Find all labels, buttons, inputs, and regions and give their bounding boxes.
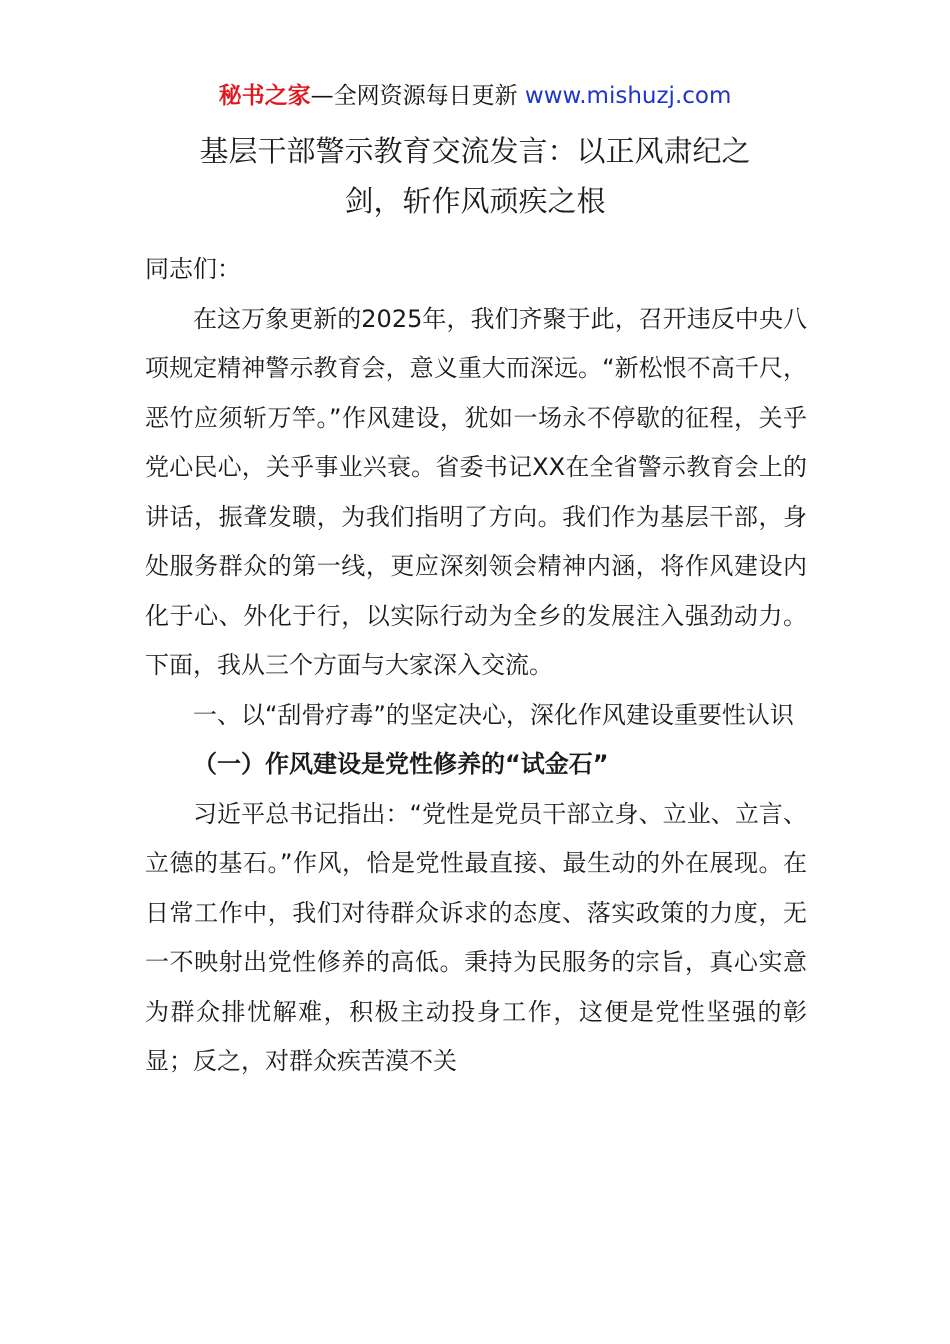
header-tagline: —全网资源每日更新 <box>310 83 525 109</box>
site-header <box>0 80 950 112</box>
title-line-2: 剑，斩作风顽疾之根 <box>344 184 606 218</box>
site-url-link[interactable]: www.mishuzj.com <box>524 83 732 109</box>
subsection-heading: （一）作风建设是党性修养的“试金石” <box>193 750 609 778</box>
salutation: 同志们： <box>145 255 241 283</box>
subsection-paragraph: 习近平总书记指出：“党性是党员干部立身、立业、立言、立德的基石。”作风，恰是党性最直接、最生动的外在展现。在日常工作中，我们对待群众诉求的态度、落实政策的力度，无一不映射出党性修养的高低。秉持为民服务的宗旨，真心实意为群众排忧解难，积极主动投身工作，这便是党性坚强的彰显；反之，对群众疾苦漠不关 <box>145 799 807 1075</box>
title-line-1: 基层干部警示教育交流发言：以正风肃纪之 <box>199 134 751 168</box>
brand-name: 秘书之家 <box>218 83 311 109</box>
document-title <box>145 126 805 226</box>
section-heading: 一、以“刮骨疗毒”的坚定决心，深化作风建设重要性认识 <box>193 700 794 729</box>
intro-paragraph: 在这万象更新的2025年，我们齐聚于此，召开违反中央八项规定精神警示教育会，意义重大而深远。“新松恨不高千尺，恶竹应须斩万竿。”作风建设，犹如一场永不停歇的征程，关乎党心民心，关乎事业兴衰。省委书记XX在全省警示教育会上的讲话，振聋发聩，为我们指明了方向。我们作为基层干部，身处服务群众的第一线，更应深刻领会精神内涵，将作风建设内化于心、外化于行，以实际行动为全乡的发展注入强劲动力。下面，我从三个方面与大家深入交流。 <box>145 304 807 679</box>
document-body <box>145 245 807 1087</box>
